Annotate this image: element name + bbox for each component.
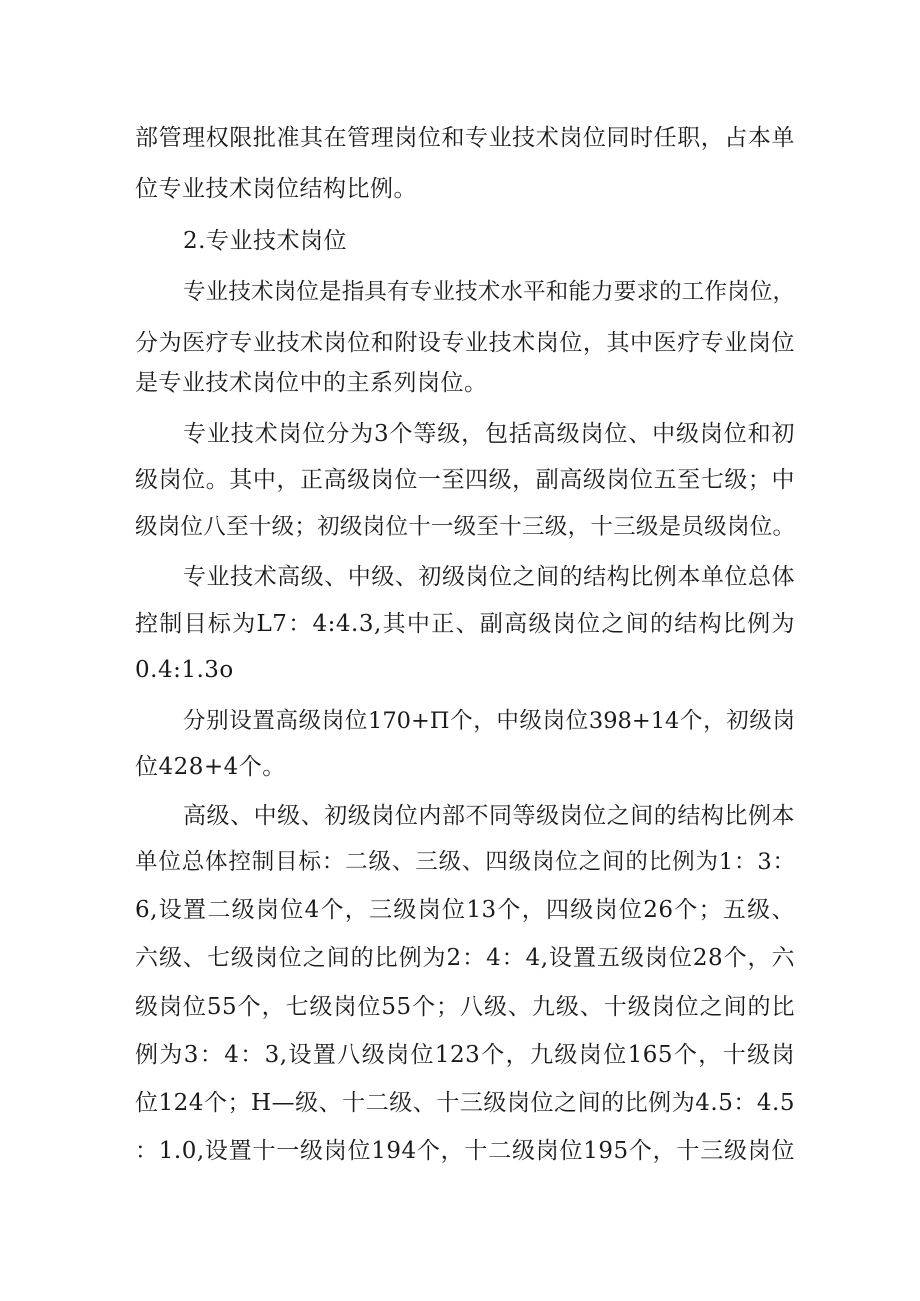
paragraph-line: 控制目标为L7：4:4.3,其中正、副高级岗位之间的结构比例为 — [135, 611, 795, 637]
paragraph-line: 级岗位。其中，正高级岗位一至四级，副高级岗位五至七级；中 — [135, 467, 795, 493]
section-heading: 2.专业技术岗位 — [183, 228, 347, 254]
paragraph-line: 高级、中级、初级岗位内部不同等级岗位之间的结构比例本 — [183, 803, 795, 829]
paragraph-line: 例为3：4：3,设置八级岗位123个，九级岗位165个，十级岗 — [135, 1042, 795, 1068]
paragraph-line: 六级、七级岗位之间的比例为2：4：4,设置五级岗位28个，六 — [135, 945, 795, 971]
paragraph-line: 0.4:1.3o — [135, 657, 234, 683]
paragraph-line: 级岗位55个，七级岗位55个；八级、九级、十级岗位之间的比 — [135, 994, 795, 1020]
paragraph-line: 专业技术岗位分为3个等级，包括高级岗位、中级岗位和初 — [183, 421, 795, 447]
paragraph-line: 分为医疗专业技术岗位和附设专业技术岗位，其中医疗专业岗位 — [135, 330, 795, 356]
paragraph-line: 专业技术岗位是指具有专业技术水平和能力要求的工作岗位， — [183, 279, 795, 305]
paragraph-line: 是专业技术岗位中的主系列岗位。 — [135, 370, 488, 396]
paragraph-line: 位专业技术岗位结构比例。 — [135, 176, 417, 202]
paragraph-line: 专业技术高级、中级、初级岗位之间的结构比例本单位总体 — [183, 564, 795, 590]
paragraph-line: 部管理权限批准其在管理岗位和专业技术岗位同时任职，占本单 — [135, 125, 795, 151]
paragraph-line: 级岗位八至十级；初级岗位十一级至十三级，十三级是员级岗位。 — [135, 514, 795, 540]
paragraph-line: 位428+4个。 — [135, 754, 286, 780]
paragraph-line: 6,设置二级岗位4个，三级岗位13个，四级岗位26个；五级、 — [135, 897, 795, 923]
paragraph-line: 分别设置高级岗位170+Π个，中级岗位398+14个，初级岗 — [183, 708, 795, 734]
paragraph-line: ：1.0,设置十一级岗位194个，十二级岗位195个，十三级岗位 — [135, 1138, 795, 1164]
paragraph-line: 单位总体控制目标：二级、三级、四级岗位之间的比例为1：3： — [135, 849, 795, 875]
paragraph-line: 位124个；H—级、十二级、十三级岗位之间的比例为4.5：4.5 — [135, 1090, 795, 1116]
